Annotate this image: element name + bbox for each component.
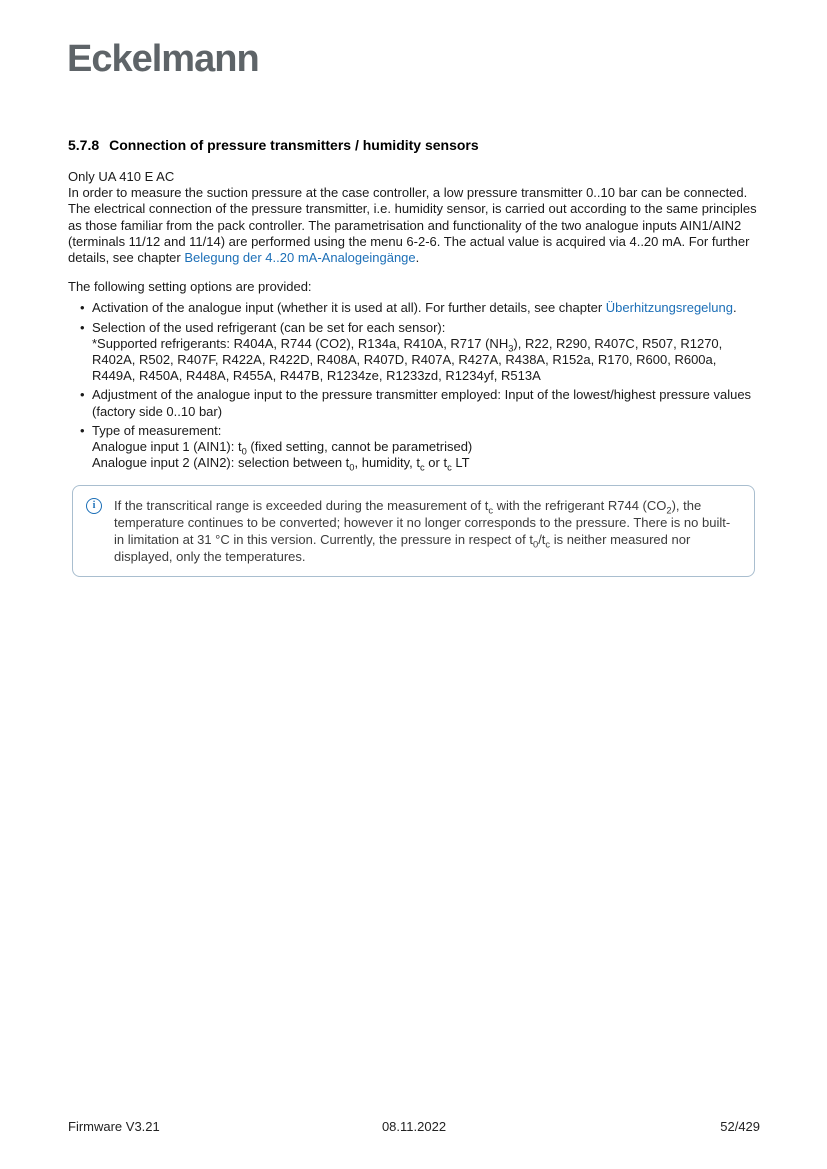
intro-paragraph (68, 185, 760, 266)
list-item-activation (68, 300, 760, 316)
info-note-box (72, 485, 755, 577)
note-run-2: with the refrigerant R744 (CO (492, 498, 667, 514)
note-subscript-tc-2: c (545, 540, 551, 551)
note-run-1: If the transcritical range is exceeded during the measurement of t (114, 498, 489, 514)
note-subscript-tc: c (488, 506, 493, 517)
ain2-text: Analogue input 2 (AIN2): selection between t (92, 455, 350, 471)
footer-firmware-version: Firmware V3.21 (68, 1119, 160, 1134)
subscript-nh3: 3 (508, 343, 514, 354)
ain1-text-cont: (fixed setting, cannot be parametrised) (246, 439, 473, 455)
bullet4-ain2 (92, 455, 760, 471)
ain2-text-4: LT (451, 455, 470, 471)
intro-text: In order to measure the suction pressure at the case controller, a low pressure transmitter 0..10 bar can be connected. The electrical connection of the pressure transmitter, i.e. humidity sensor, is carried out according to the same principles as those familiar from the pack controller. The parametrisation and functionality of the two analogue inputs AIN1/AIN2 (terminals 11/12 and 11/14) are performed using the menu 6-2-6. The actual value is acquired via 4..20 mA. For further details, see chapter (68, 185, 757, 266)
section-title: Connection of pressure transmitters / humidity sensors (109, 137, 479, 153)
section-heading (68, 137, 760, 154)
note-subscript-co2: 2 (666, 506, 672, 517)
info-icon: i (86, 498, 102, 514)
list-item-measurement-type (68, 423, 760, 472)
page-content (68, 137, 760, 577)
ain1-text: Analogue input 1 (AIN1): t (92, 439, 242, 455)
section-number: 5.7.8 (68, 137, 100, 153)
subscript-tc-1: c (420, 462, 425, 473)
bullet2-line1: • Selection of the used refrigerant (can be set for each sensor): (92, 319, 446, 335)
chapter-link-superheat-control[interactable]: Überhitzungsregelung (605, 300, 733, 316)
bullet1-text-end: . (732, 300, 737, 316)
subscript-t0-2: 0 (349, 462, 355, 473)
intro-text-end: . (415, 250, 420, 266)
ain2-text-3: or t (424, 455, 448, 471)
list-item-adjustment: • Adjustment of the analogue input to the pressure transmitter employed: Input of the lowest/highest pressure values (factory side 0..10 bar) (68, 387, 760, 419)
note-subscript-t0: 0 (532, 540, 539, 551)
refrigerants-text-cont: ), R22, R290, R407C, R507, R1270, R402A, R502, R407F, R422A, R422D, R408A, R407D, R407A, R427A, R438A, R152a, R170, R600, R600a, R449A, R450A, R448A, R455A, R447B, R1234ze, R1233zd, R1234yf, R513A (92, 335, 723, 384)
eckelmann-logo: Eckelmann (67, 38, 259, 80)
refrigerants-text: *Supported refrigerants: R404A, R744 (CO2), R134a, R410A, R717 (NH (92, 335, 509, 351)
bullet1-text: Activation of the analogue input (whether it is used at all). For further details, see chapter (92, 300, 606, 316)
info-note-text (114, 497, 739, 565)
subscript-tc-2: c (447, 462, 452, 473)
options-lead: The following setting options are provided: (68, 279, 312, 295)
note-run-4: /t (538, 532, 546, 548)
note-run-3: ), the temperature continues to be converted; however it no longer corresponds to the pressure. There is no built-in limitation at 31 °C in this version. Currently, the pressure in respect of t (114, 498, 731, 548)
chapter-link-analog-inputs[interactable]: Belegung der 4..20 mA-Analogeingänge (184, 250, 416, 266)
bullet4-line1: • Type of measurement: (92, 422, 222, 438)
footer-page-number: 52/429 (720, 1119, 761, 1134)
options-list (68, 300, 760, 471)
ain2-text-2: , humidity, t (354, 455, 420, 471)
intro-only-line: Only UA 410 E AC (68, 169, 175, 184)
bullet4-ain1 (92, 439, 760, 455)
list-item-refrigerant (68, 320, 760, 385)
subscript-t0: 0 (241, 446, 247, 457)
note-run-5: is neither measured nor displayed, only the temperatures. (114, 532, 691, 565)
bullet2-refrigerants (92, 336, 760, 385)
page-footer (68, 1119, 760, 1135)
footer-date: 08.11.2022 (381, 1119, 447, 1134)
